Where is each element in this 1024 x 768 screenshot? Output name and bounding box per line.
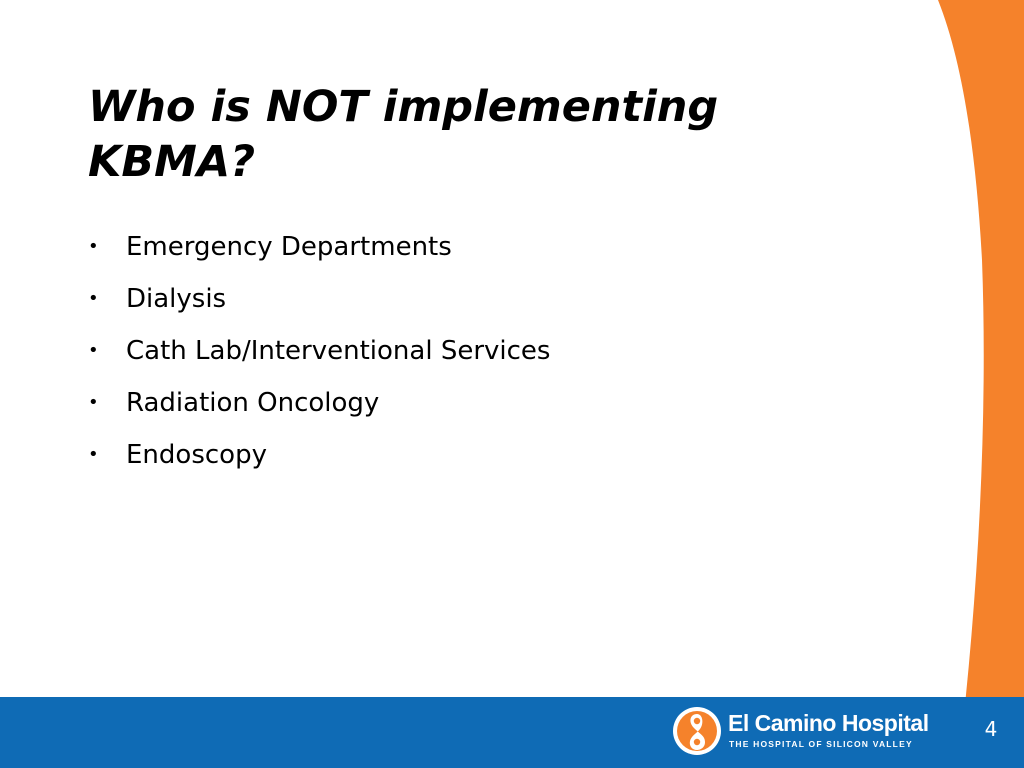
list-item [86,278,550,330]
logo-tagline: THE HOSPITAL OF SILICON VALLEY [729,739,913,749]
bullet-icon: • [88,288,99,309]
el-camino-figure-eight-logo-icon [672,706,722,756]
list-item [86,382,550,434]
bullet-icon: • [88,392,99,413]
bullet-icon: • [88,444,99,465]
list-item [86,226,550,278]
list-item-text: Dialysis [126,284,227,314]
logo-name: El Camino Hospital [728,710,929,736]
bullet-list [86,226,550,486]
bullet-icon: • [88,236,99,257]
list-item-text: Cath Lab/Interventional Services [126,336,551,366]
list-item-text: Radiation Oncology [126,388,380,418]
list-item [86,330,550,382]
bullet-icon: • [88,340,99,361]
slide-title: Who is NOT implementing KBMA? [88,82,719,187]
list-item [86,434,550,486]
page-number: 4 [984,717,998,741]
el-camino-hospital-logo [672,704,929,760]
list-item-text: Endoscopy [126,440,267,470]
list-item-text: Emergency Departments [126,232,452,262]
